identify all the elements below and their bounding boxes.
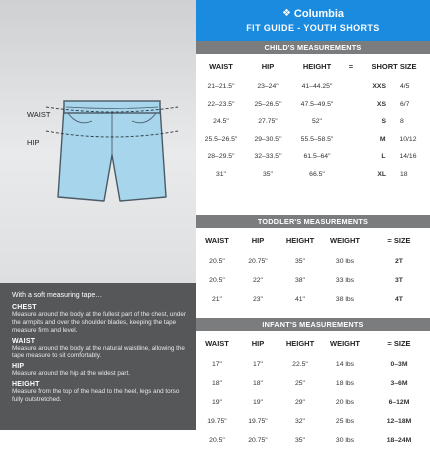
table-row [196, 96, 430, 114]
height-cell: 41" [295, 296, 305, 303]
infant-measurements-section [196, 318, 430, 450]
brand-logo [282, 8, 344, 20]
column-header: HEIGHT [285, 338, 315, 348]
table-row [196, 148, 430, 166]
waist-cell: 19.75" [207, 418, 227, 425]
hip-cell: 23" [253, 296, 263, 303]
waist-cell: 21–21.5" [207, 83, 235, 91]
toddler-measurements-section [196, 215, 430, 318]
hip-cell: 22" [253, 277, 263, 284]
hip-cell: 32–33.5" [254, 153, 282, 161]
child-measurements-section [196, 41, 430, 215]
size-letter: XL [377, 170, 386, 178]
column-header: WAIST [209, 61, 233, 71]
weight-cell: 20 lbs [335, 399, 355, 406]
column-header: = SIZE [387, 235, 411, 245]
hip-cell: 19" [253, 399, 263, 406]
height-cell: 66.5" [309, 170, 325, 178]
table-row [196, 131, 430, 149]
height-cell: 35" [295, 437, 305, 444]
height-cell: 32" [295, 418, 305, 425]
waist-cell: 20.5" [209, 277, 225, 284]
column-header: WAIST [205, 338, 229, 348]
column-header: SHORT SIZE [371, 61, 417, 71]
chest-term: CHEST [12, 304, 37, 311]
height-cell: 22.5" [292, 361, 308, 368]
hip-cell: 25–26.5" [254, 100, 282, 108]
waist-label: WAIST [27, 110, 51, 119]
waist-cell: 20.5" [209, 258, 225, 265]
chest-definition: Measure around the body at the fullest part of the chest, under the armpits and over the shoulder blades, keeping the tape measure firm and level. [12, 311, 186, 334]
size-cell: 4T [395, 296, 403, 303]
height-cell: 29" [295, 399, 305, 406]
column-header: HIP [251, 338, 265, 348]
size-chart-panel [196, 0, 430, 444]
size-letter: S [381, 118, 386, 126]
table-row [196, 412, 430, 431]
height-cell: 61.5–64" [303, 153, 331, 161]
table-row [196, 355, 430, 374]
columbia-diamond-icon: ❖ [281, 8, 291, 19]
size-number: 4/5 [400, 83, 410, 91]
size-letter: M [379, 135, 386, 143]
size-letter: XXS [372, 83, 386, 91]
table-row [196, 393, 430, 412]
size-number: 6/7 [400, 100, 410, 108]
hip-cell: 20.75" [248, 437, 268, 444]
waist-cell: 22–23.5" [207, 100, 235, 108]
weight-cell: 30 lbs [335, 258, 355, 265]
hip-definition: Measure around the hip at the widest part. [12, 370, 130, 378]
weight-cell: 14 lbs [335, 361, 355, 368]
waist-cell: 20.5" [209, 437, 225, 444]
diagram-panel [0, 0, 196, 283]
column-header: WEIGHT [330, 338, 360, 348]
waist-term: WAIST [12, 337, 36, 345]
column-header: HEIGHT [285, 235, 315, 245]
size-cell: 12–18M [386, 418, 412, 425]
size-cell: 18–24M [386, 437, 412, 444]
table-row [196, 431, 430, 450]
size-letter: XS [376, 100, 386, 108]
waist-cell: 28–29.5" [207, 153, 235, 161]
guide-title: FIT GUIDE - YOUTH SHORTS [246, 23, 380, 33]
size-cell: 6–12M [388, 399, 410, 406]
height-term: HEIGHT [12, 381, 40, 389]
hip-cell: 19.75" [248, 418, 268, 425]
weight-cell: 25 lbs [335, 418, 355, 425]
size-letter: L [381, 153, 386, 161]
height-cell: 55.5–58.5" [300, 135, 334, 143]
hip-cell: 35" [263, 170, 273, 178]
infant-section-title: INFANT'S MEASUREMENTS [196, 318, 430, 331]
table-row [196, 271, 430, 290]
toddler-section-title: TODDLER'S MEASUREMENTS [196, 215, 430, 228]
table-row [196, 374, 430, 393]
height-cell: 47.5–49.5" [300, 100, 334, 108]
waist-cell: 25.5–26.5" [204, 135, 238, 143]
size-number: 10/12 [399, 135, 417, 143]
size-number: 8 [400, 118, 404, 126]
column-header: WAIST [205, 235, 229, 245]
height-cell: 38" [295, 277, 305, 284]
hip-cell: 17" [253, 361, 263, 368]
column-header: HIP [261, 61, 275, 71]
height-cell: 41–44.25" [301, 83, 333, 91]
size-number: 18 [400, 170, 408, 178]
table-row [196, 78, 430, 96]
hip-cell: 23–24" [257, 83, 279, 91]
height-definition: Measure from the top of the head to the heel, legs and torso fully outstretched. [12, 388, 180, 404]
weight-cell: 33 lbs [335, 277, 355, 284]
brand-name: Columbia [293, 8, 345, 20]
waist-cell: 21" [212, 296, 222, 303]
column-header: HIP [251, 235, 265, 245]
hip-cell: 29–30.5" [254, 135, 282, 143]
height-cell: 35" [295, 258, 305, 265]
waist-cell: 18" [212, 380, 222, 387]
waist-definition: Measure around the body at the natural waistline, allowing the tape measure to sit comfortably. [12, 344, 185, 360]
infant-table-header [196, 331, 430, 355]
shorts-illustration [56, 97, 168, 205]
waist-cell: 19" [212, 399, 222, 406]
hip-cell: 20.75" [248, 258, 268, 265]
table-row [196, 252, 430, 271]
weight-cell: 18 lbs [335, 380, 355, 387]
table-row [196, 290, 430, 309]
table-row [196, 113, 430, 131]
waist-cell: 31" [216, 170, 226, 178]
waist-cell: 17" [212, 361, 222, 368]
instructions-intro: With a soft measuring tape… [12, 292, 103, 299]
height-cell: 52" [312, 118, 322, 126]
child-table-header [196, 54, 430, 78]
measuring-instructions [0, 283, 196, 430]
size-number: 14/16 [399, 153, 417, 161]
hip-term: HIP [12, 363, 25, 371]
size-cell: 2T [395, 258, 403, 265]
column-header: WEIGHT [330, 235, 360, 245]
waist-cell: 24.5" [213, 118, 229, 126]
size-cell: 3–6M [390, 380, 408, 387]
height-cell: 25" [295, 380, 305, 387]
hip-label: HIP [27, 138, 40, 147]
hip-cell: 27.75" [258, 118, 278, 126]
table-row [196, 166, 430, 184]
column-header: = [348, 61, 354, 71]
weight-cell: 30 lbs [335, 437, 355, 444]
column-header: HEIGHT [302, 61, 332, 71]
size-cell: 0–3M [390, 361, 408, 368]
toddler-table-header [196, 228, 430, 252]
weight-cell: 38 lbs [335, 296, 355, 303]
child-section-title: CHILD'S MEASUREMENTS [196, 41, 430, 54]
size-cell: 3T [395, 277, 403, 284]
brand-header [196, 0, 430, 41]
column-header: = SIZE [387, 338, 411, 348]
hip-cell: 18" [253, 380, 263, 387]
